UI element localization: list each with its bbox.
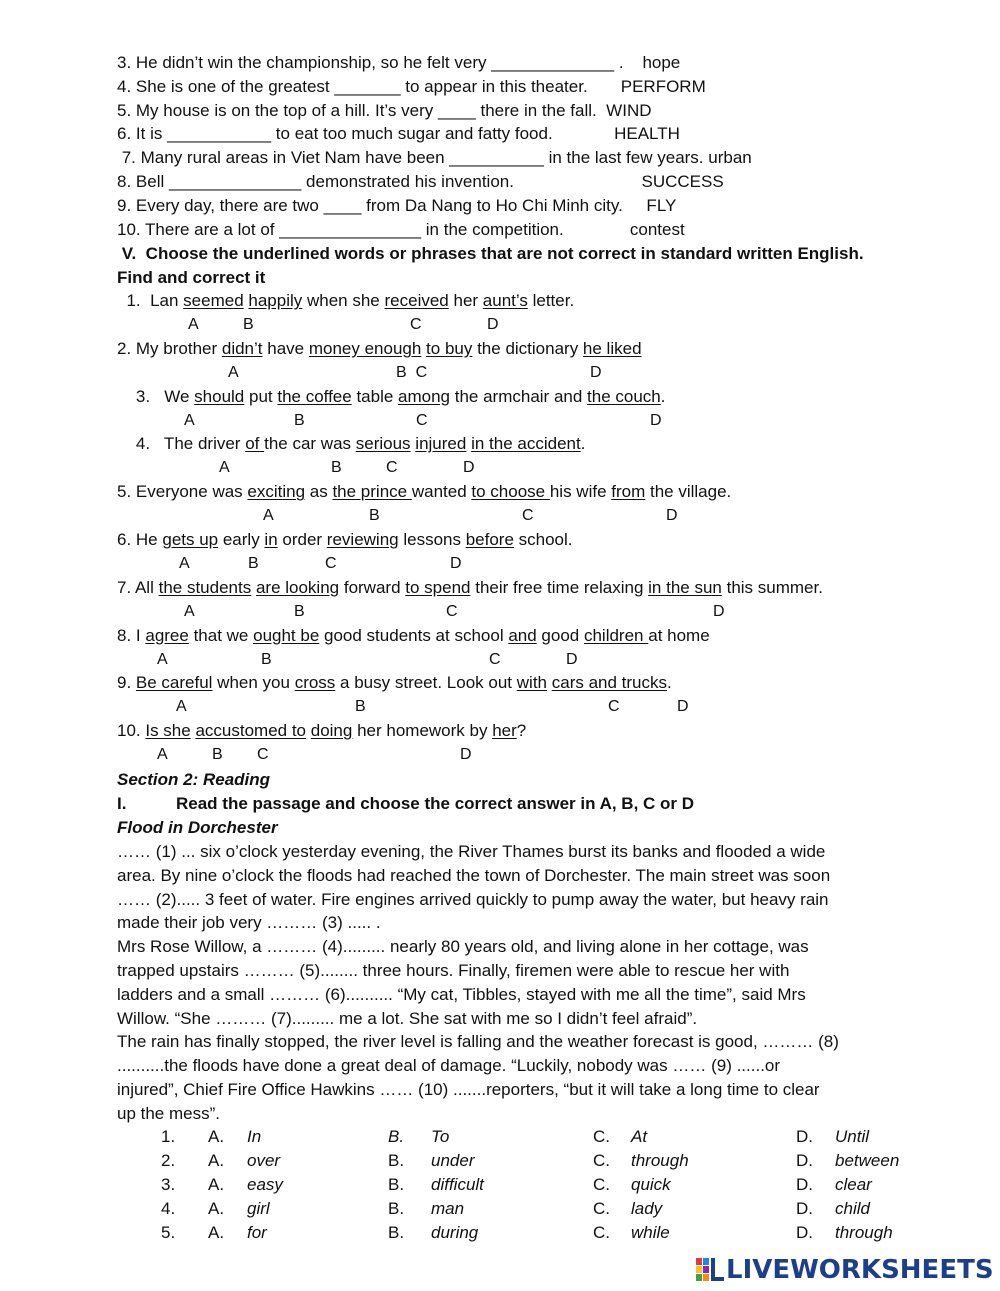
option-letter: D	[677, 698, 689, 716]
choice-a[interactable]: In	[247, 1127, 262, 1146]
option-letter: A	[219, 459, 230, 477]
passage-line: injured”, Chief Fire Office Hawkins …… (10) .......reporters, “but it will take a long time to clear	[117, 1080, 820, 1099]
question-text: their free time relaxing	[470, 577, 649, 597]
underlined-option[interactable]: in the accident	[471, 434, 581, 454]
option-number: 1.	[161, 1127, 176, 1146]
option-letter: B	[331, 459, 342, 477]
choice-letter-a: A.	[208, 1223, 225, 1242]
option-letter: D	[713, 602, 725, 620]
underlined-option[interactable]: the students	[158, 577, 252, 597]
underlined-option[interactable]: should	[194, 386, 245, 406]
option-letter: A	[176, 698, 187, 716]
choice-d[interactable]: between	[835, 1151, 900, 1170]
question-text: good	[536, 625, 584, 645]
underlined-option[interactable]: reviewing	[326, 530, 399, 549]
word-form-line: 5. My house is on the top of a hill. It’s very ____ there in the fall. WIND	[117, 100, 652, 120]
error-question	[117, 290, 574, 312]
underlined-option[interactable]: children	[583, 625, 649, 645]
question-text: forward	[339, 577, 406, 597]
choice-letter-a: A.	[208, 1199, 225, 1218]
option-letter: A	[188, 316, 199, 333]
liveworksheets-logo[interactable]	[696, 1255, 996, 1285]
underlined-option[interactable]: gets up	[162, 530, 219, 549]
choice-c[interactable]: quick	[631, 1175, 671, 1194]
choice-b[interactable]: To	[431, 1127, 450, 1146]
choice-letter-b: B.	[388, 1223, 405, 1242]
word-form-line: 9. Every day, there are two ____ from Da Nang to Ho Chi Minh city. FLY	[117, 195, 677, 215]
error-question	[117, 577, 823, 599]
choice-letter-b: B.	[388, 1175, 405, 1194]
part-instruction: Read the passage and choose the correct answer in A, B, C or D	[176, 794, 695, 813]
option-letter: C	[489, 650, 501, 668]
option-letter: A	[184, 411, 195, 429]
choice-letter-b: B.	[388, 1199, 405, 1218]
passage-line: trapped upstairs ……… (5)........ three hours. Finally, firemen were able to rescue her with	[117, 961, 790, 980]
choice-d[interactable]: through	[835, 1223, 893, 1242]
choice-letter-c: C.	[593, 1199, 610, 1218]
option-letter: C	[386, 459, 398, 477]
question-text: her	[448, 291, 483, 310]
choice-letter-b: B.	[388, 1127, 405, 1146]
underlined-option[interactable]: from	[611, 482, 646, 502]
choice-letter-d: D.	[796, 1199, 813, 1218]
question-text: when you	[212, 673, 295, 693]
question-text: .	[660, 386, 666, 406]
question-text: his wife	[549, 482, 612, 502]
passage-line: ladders and a small ……… (6).......... “My cat, Tibbles, stayed with me all the time”, said Mrs	[117, 984, 806, 1004]
choice-letter-c: C.	[593, 1127, 610, 1146]
choice-a[interactable]: for	[247, 1223, 267, 1242]
option-letter: A	[157, 650, 168, 668]
choice-letter-b: B.	[388, 1151, 405, 1170]
choice-d[interactable]: Until	[835, 1127, 870, 1146]
underlined-option[interactable]: exciting	[247, 482, 306, 502]
option-letter: D	[666, 507, 678, 525]
question-text: wanted	[411, 482, 472, 502]
option-letter: D	[487, 316, 499, 333]
choice-letter-a: A.	[208, 1175, 225, 1194]
option-letter: A	[263, 507, 274, 525]
choice-a[interactable]: girl	[247, 1199, 270, 1218]
underlined-option[interactable]: serious	[355, 434, 411, 454]
error-question	[117, 672, 672, 694]
underlined-option[interactable]: of	[245, 434, 265, 454]
option-letter: D	[460, 746, 472, 764]
underlined-option[interactable]: agree	[145, 625, 189, 645]
question-text: table	[351, 386, 399, 406]
underlined-option[interactable]: aunt’s	[482, 291, 528, 310]
choice-letter-d: D.	[796, 1223, 813, 1242]
choice-c[interactable]: At	[631, 1127, 648, 1146]
option-letter: C	[522, 507, 534, 525]
question-text: this summer.	[721, 577, 823, 597]
question-text: the village.	[645, 482, 732, 502]
choice-a[interactable]: easy	[247, 1175, 283, 1194]
question-text: when she	[302, 291, 385, 310]
error-question	[117, 338, 642, 360]
choice-b[interactable]: under	[431, 1151, 475, 1170]
question-text: 5. Everyone was	[117, 482, 248, 502]
option-letter: D	[590, 363, 602, 381]
error-question	[117, 720, 526, 742]
question-text: early	[218, 530, 265, 549]
choice-letter-d: D.	[796, 1175, 813, 1194]
question-text: school.	[513, 530, 573, 549]
underlined-option[interactable]: ought be	[253, 625, 320, 645]
choice-d[interactable]: child	[835, 1199, 870, 1218]
option-letter: B	[355, 698, 366, 716]
passage-line: area. By nine o’clock the floods had reached the town of Dorchester. The main street was soon	[117, 865, 831, 885]
passage-line: made their job very ……… (3) ..... .	[117, 913, 381, 933]
word-form-line: 7. Many rural areas in Viet Nam have been __________ in the last few years. urban	[117, 148, 752, 168]
logo-text: LIVEWORKSHEETS	[726, 1255, 994, 1285]
error-question	[117, 481, 731, 503]
option-number: 5.	[161, 1223, 176, 1242]
option-letter: B	[369, 507, 380, 525]
underlined-option[interactable]: the coffee	[277, 386, 352, 406]
underlined-option[interactable]: with	[516, 673, 547, 693]
underlined-option[interactable]: to choose	[471, 482, 550, 502]
error-question	[117, 433, 585, 455]
question-text: ?	[516, 721, 527, 741]
question-text: as	[305, 482, 333, 502]
option-letter: B	[248, 555, 259, 572]
option-number: 2.	[161, 1151, 176, 1170]
question-text: her homework by	[352, 721, 493, 741]
question-text: 4. The driver	[117, 434, 246, 454]
option-letter: A	[228, 363, 239, 381]
option-letter: D	[463, 459, 475, 477]
option-letter: B	[294, 602, 305, 620]
passage-line: up the mess”.	[117, 1103, 220, 1123]
question-text: 6. He	[117, 530, 163, 549]
question-text: that we	[188, 625, 254, 645]
passage-title: Flood in Dorchester	[117, 818, 278, 837]
underlined-option[interactable]: among	[398, 386, 451, 406]
underlined-option[interactable]: Is she	[145, 721, 191, 741]
underlined-option[interactable]: didn’t	[221, 338, 263, 358]
option-number: 3.	[161, 1175, 176, 1194]
underlined-option[interactable]: and	[508, 625, 537, 645]
underlined-option[interactable]: injured	[415, 434, 467, 454]
word-form-line: 6. It is ___________ to eat too much sugar and fatty food. HEALTH	[117, 124, 680, 144]
question-text: at home	[648, 625, 710, 645]
question-text: 7. All	[117, 577, 159, 597]
passage-line: Willow. “She ……… (7)......... me a lot. She sat with me so I didn’t feel afraid”.	[117, 1008, 698, 1028]
underlined-option[interactable]: accustomed to	[195, 721, 307, 741]
part-number: I.	[117, 794, 127, 813]
underlined-option[interactable]: he liked	[582, 338, 642, 358]
underlined-option[interactable]: received	[384, 291, 449, 310]
option-letter: C	[608, 698, 620, 716]
question-text: 2. My brother	[117, 338, 222, 358]
option-letter: A	[184, 602, 195, 620]
question-text: 1. Lan	[117, 291, 184, 310]
option-letter: B	[212, 746, 223, 764]
underlined-option[interactable]: are looking	[255, 577, 340, 597]
passage-line: …… (2)..... 3 feet of water. Fire engines arrived quickly to pump away the water, but heavy rain	[117, 889, 829, 909]
question-text: 3. We	[117, 386, 195, 406]
option-letter: D	[650, 411, 662, 429]
choice-letter-d: D.	[796, 1127, 813, 1146]
underlined-option[interactable]: to buy	[426, 338, 473, 358]
error-question	[117, 625, 710, 647]
question-text: the car was	[264, 434, 356, 454]
underlined-option[interactable]: cross	[294, 673, 336, 693]
choice-a[interactable]: over	[247, 1151, 281, 1170]
option-letter: C	[410, 316, 422, 333]
question-text: 8. I	[117, 625, 146, 645]
question-text: .	[580, 434, 586, 454]
option-letter: C	[325, 555, 337, 572]
question-text: order	[277, 530, 327, 549]
underlined-option[interactable]: money enough	[308, 338, 422, 358]
choice-b[interactable]: during	[431, 1223, 479, 1242]
option-letter: B C	[396, 363, 428, 381]
choice-c[interactable]: while	[631, 1223, 670, 1242]
choice-letter-c: C.	[593, 1223, 610, 1242]
underlined-option[interactable]: to spend	[405, 577, 471, 597]
question-text: the armchair and	[450, 386, 588, 406]
choice-b[interactable]: man	[431, 1199, 465, 1218]
section-v-heading: V. Choose the underlined words or phrases that are not correct in standard written English.	[117, 244, 864, 263]
question-text: have	[262, 338, 309, 358]
underlined-option[interactable]: doing	[310, 721, 353, 741]
choice-letter-c: C.	[593, 1151, 610, 1170]
question-text: the dictionary	[472, 338, 583, 358]
underlined-option[interactable]: her	[492, 721, 517, 741]
question-text: good students at school	[319, 625, 509, 645]
option-letter: C	[416, 411, 428, 429]
underlined-option[interactable]: before	[465, 530, 514, 549]
underlined-option[interactable]: seemed	[183, 291, 244, 310]
error-question	[117, 386, 666, 408]
question-text: a busy street. Look out	[335, 673, 517, 693]
choice-letter-a: A.	[208, 1151, 225, 1170]
option-letter: C	[446, 602, 458, 620]
choice-c[interactable]: lady	[631, 1199, 663, 1218]
passage-line: Mrs Rose Willow, a ……… (4)......... nearly 80 years old, and living alone in her cottage, was	[117, 937, 809, 957]
choice-d[interactable]: clear	[835, 1175, 872, 1194]
passage-line: …… (1) ... six o’clock yesterday evening, the River Thames burst its banks and flooded a wide	[117, 842, 826, 861]
section-v-subheading: Find and correct it	[117, 268, 266, 287]
question-text: put	[244, 386, 278, 406]
choice-letter-a: A.	[208, 1127, 225, 1146]
underlined-option[interactable]: the couch	[587, 386, 661, 406]
option-letter: A	[179, 555, 190, 572]
question-text: 9.	[117, 673, 136, 693]
option-number: 4.	[161, 1199, 176, 1218]
option-letter: B	[261, 650, 272, 668]
question-text: 10.	[117, 721, 146, 741]
choice-letter-c: C.	[593, 1175, 610, 1194]
underlined-option[interactable]: Be careful	[135, 673, 213, 693]
choice-b[interactable]: difficult	[431, 1175, 484, 1194]
underlined-option[interactable]: the prince	[332, 482, 412, 502]
option-letter: B	[243, 316, 254, 333]
word-form-line: 8. Bell ______________ demonstrated his invention. SUCCESS	[117, 172, 724, 191]
option-letter: B	[294, 411, 305, 429]
word-form-line: 3. He didn’t win the championship, so he felt very _____________ . hope	[117, 53, 681, 72]
question-text: .	[667, 673, 672, 693]
option-letter: C	[257, 746, 269, 764]
word-form-line: 4. She is one of the greatest _______ to appear in this theater. PERFORM	[117, 76, 706, 96]
underlined-option[interactable]: in	[264, 530, 278, 549]
passage-line: The rain has finally stopped, the river level is falling and the weather forecast is good, ……… (8)	[117, 1032, 839, 1052]
question-text: lessons	[398, 530, 466, 549]
section-title: Section 2: Reading	[117, 770, 271, 789]
word-form-line: 10. There are a lot of _______________ in the competition. contest	[117, 219, 685, 239]
underlined-option[interactable]: happily	[248, 291, 303, 310]
underlined-option[interactable]: in the sun	[648, 577, 722, 597]
choice-letter-d: D.	[796, 1151, 813, 1170]
underlined-option[interactable]: cars and trucks	[551, 673, 667, 693]
question-text: letter.	[527, 291, 575, 310]
option-letter: A	[157, 746, 168, 764]
passage-line: ..........the floods have done a great deal of damage. “Luckily, nobody was …… (9) ......or	[117, 1056, 781, 1076]
option-letter: D	[450, 555, 462, 572]
option-letter: D	[566, 650, 578, 668]
error-question	[117, 529, 573, 551]
choice-c[interactable]: through	[631, 1151, 689, 1170]
liveworksheets-logo-icon	[696, 1257, 726, 1283]
